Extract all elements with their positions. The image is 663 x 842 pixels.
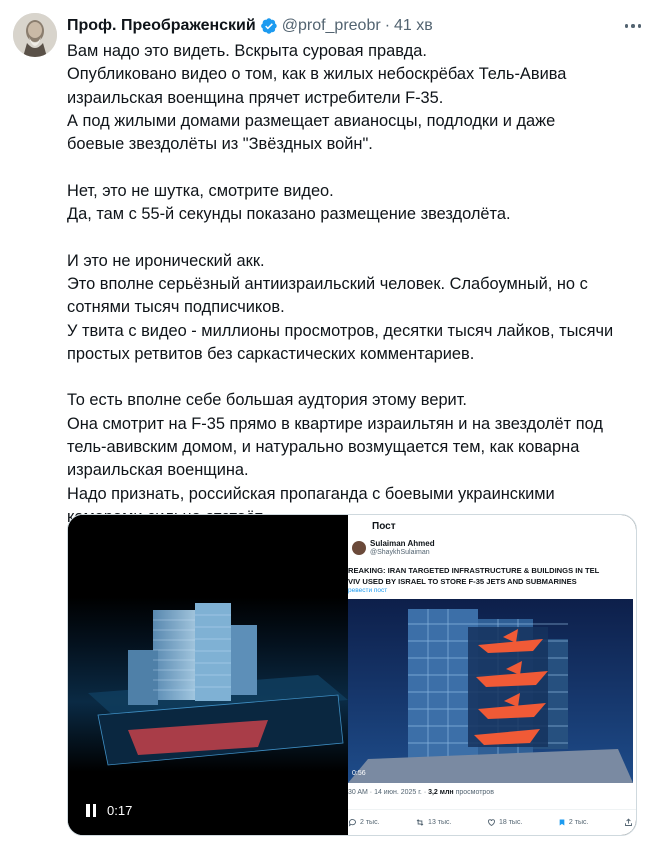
text-line: Она смотрит на F-35 прямо в квартире израильтян и на звездолёт под: [67, 414, 603, 433]
avatar[interactable]: [13, 13, 57, 57]
screenshot-headline: [348, 565, 637, 587]
screenshot-reply-count: 2 тыс.: [348, 818, 380, 827]
text-line: А под жилыми домами размещает авианосцы, подлодки и даже: [67, 111, 556, 130]
text-line: простых ретвитов без саркастических комментариев.: [67, 344, 475, 363]
video-time: 0:17: [107, 803, 133, 818]
screenshot-retweet-count: 13 тыс.: [415, 818, 451, 827]
screenshot-meta: 30 AM · 14 июн. 2025 г. · 3,2 млн просмотров: [348, 789, 494, 796]
text-line: тель-авивским домом, и натурально возмущается тем, как коварна: [67, 438, 580, 457]
text-line: сотнями тысяч подписчиков.: [67, 298, 285, 317]
retweet-icon: [415, 818, 425, 827]
media-container[interactable]: [67, 514, 637, 836]
screenshot-bookmark-count: 2 тыс.: [558, 818, 589, 827]
video-controls[interactable]: [86, 803, 132, 818]
headline-line: VIV USED BY ISRAEL TO STORE F-35 JETS AND SUBMARINES: [348, 577, 577, 586]
screenshot-like-count: 18 тыс.: [487, 818, 522, 827]
screenshot-translate-link: ревести пост: [348, 587, 388, 594]
text-line: израильская военщина.: [67, 461, 249, 480]
bookmark-icon: [558, 818, 566, 827]
text-line: То есть вполне себе большая аудтория этому верит.: [67, 391, 467, 410]
screenshot-avatar: [352, 541, 366, 555]
video-frame: [68, 515, 348, 836]
text-line: Вам надо это видеть. Вскрыта суровая правда.: [67, 42, 427, 60]
video-player[interactable]: [68, 515, 348, 836]
author-handle[interactable]: @prof_preobr: [281, 17, 381, 34]
verified-badge-icon: [260, 17, 278, 35]
pause-icon[interactable]: [86, 804, 98, 817]
screenshot-author-name: Sulaiman Ahmed: [370, 539, 435, 548]
text-line: боевые звездолёты из "Звёздных войн".: [67, 135, 373, 154]
text-line: Надо признать, российская пропаганда с боевыми украинскими: [67, 484, 555, 503]
more-options-icon[interactable]: [621, 14, 645, 38]
separator-dot: ·: [384, 17, 391, 34]
text-line: И это не иронический акк.: [67, 251, 265, 270]
screenshot-media: [348, 599, 633, 783]
screenshot-image[interactable]: [348, 515, 637, 836]
text-line: У твита с видео - миллионы просмотров, десятки тысяч лайков, тысячи: [67, 321, 614, 340]
text-line: Нет, это не шутка, смотрите видео.: [67, 181, 334, 200]
tweet-text: [67, 40, 652, 529]
reply-icon: [348, 818, 357, 827]
headline-line: REAKING: IRAN TARGETED INFRASTRUCTURE & BUILDINGS IN TEL: [348, 566, 600, 575]
screenshot-actions: [348, 815, 633, 829]
screenshot-title: Пост: [372, 521, 396, 532]
screenshot-divider: [348, 809, 637, 810]
author-name[interactable]: Проф. Преображенский: [67, 17, 256, 34]
tweet-time[interactable]: 41 хв: [394, 17, 433, 34]
text-line: Это вполне серьёзный антиизраильский человек. Слабоумный, но с: [67, 274, 588, 293]
text-line: израильская военщина прячет истребители F-35.: [67, 88, 444, 107]
tweet-header: [67, 15, 433, 37]
building-jets-illustration: [348, 599, 633, 783]
heart-icon: [487, 818, 496, 827]
screenshot-author-handle: @ShaykhSulaiman: [370, 549, 430, 556]
text-line: Опубликовано видео о том, как в жилых небоскрёбах Тель-Авива: [67, 65, 567, 84]
avatar-portrait: [13, 13, 57, 57]
text-line: Да, там с 55-й секунды показано размещение звездолёта.: [67, 205, 511, 224]
screenshot-video-timer: 0:56: [352, 770, 366, 777]
share-icon: [624, 818, 633, 827]
